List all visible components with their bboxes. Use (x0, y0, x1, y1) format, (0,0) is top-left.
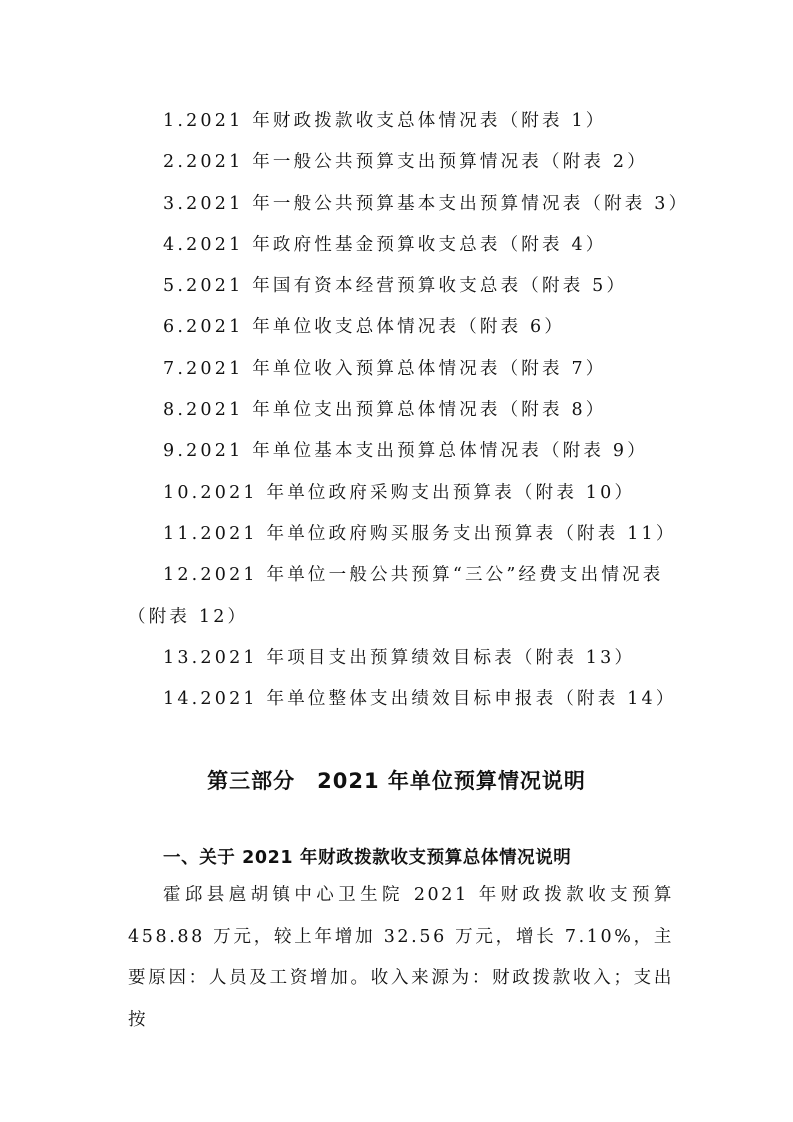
attachment-item-6: 6.2021 年单位收支总体情况表（附表 6） (163, 317, 566, 338)
attachment-item-9: 9.2021 年单位基本支出预算总体情况表（附表 9） (163, 441, 648, 462)
body-paragraph: 霍邱县扈胡镇中心卫生院 2021 年财政拨款收支预算 458.88 万元，较上年增加 32.56 万元，增长 7.10%，主要原因：人员及工资增加。收入来源为：财政拨款收入；支出按 (128, 885, 674, 1030)
attachment-item-5: 5.2021 年国有资本经营预算收支总表（附表 5） (163, 276, 628, 297)
attachment-item-13: 13.2021 年项目支出预算绩效目标表（附表 13） (163, 647, 636, 668)
attachment-item-14: 14.2021 年单位整体支出绩效目标申报表（附表 14） (163, 689, 677, 710)
attachment-item-12: 12.2021 年单位一般公共预算“三公”经费支出情况表（附表 12） (128, 565, 664, 627)
attachment-item-1: 1.2021 年财政拨款收支总体情况表（附表 1） (163, 111, 607, 131)
attachment-item-10: 10.2021 年单位政府采购支出预算表（附表 10） (163, 482, 636, 503)
attachment-list (0, 101, 793, 720)
section-title: 第三部分 2021 年单位预算情况说明 (207, 769, 586, 793)
subsection-heading: 一、关于 2021 年财政拨款收支预算总体情况说明 (163, 848, 572, 868)
attachment-item-8: 8.2021 年单位支出预算总体情况表（附表 8） (163, 400, 607, 421)
attachment-item-3: 3.2021 年一般公共预算基本支出预算情况表（附表 3） (163, 193, 690, 214)
attachment-item-4: 4.2021 年政府性基金预算收支总表（附表 4） (163, 234, 607, 255)
attachment-item-7: 7.2021 年单位收入预算总体情况表（附表 7） (163, 358, 607, 379)
attachment-item-2: 2.2021 年一般公共预算支出预算情况表（附表 2） (163, 152, 648, 173)
attachment-item-11: 11.2021 年单位政府购买服务支出预算表（附表 11） (163, 523, 677, 544)
